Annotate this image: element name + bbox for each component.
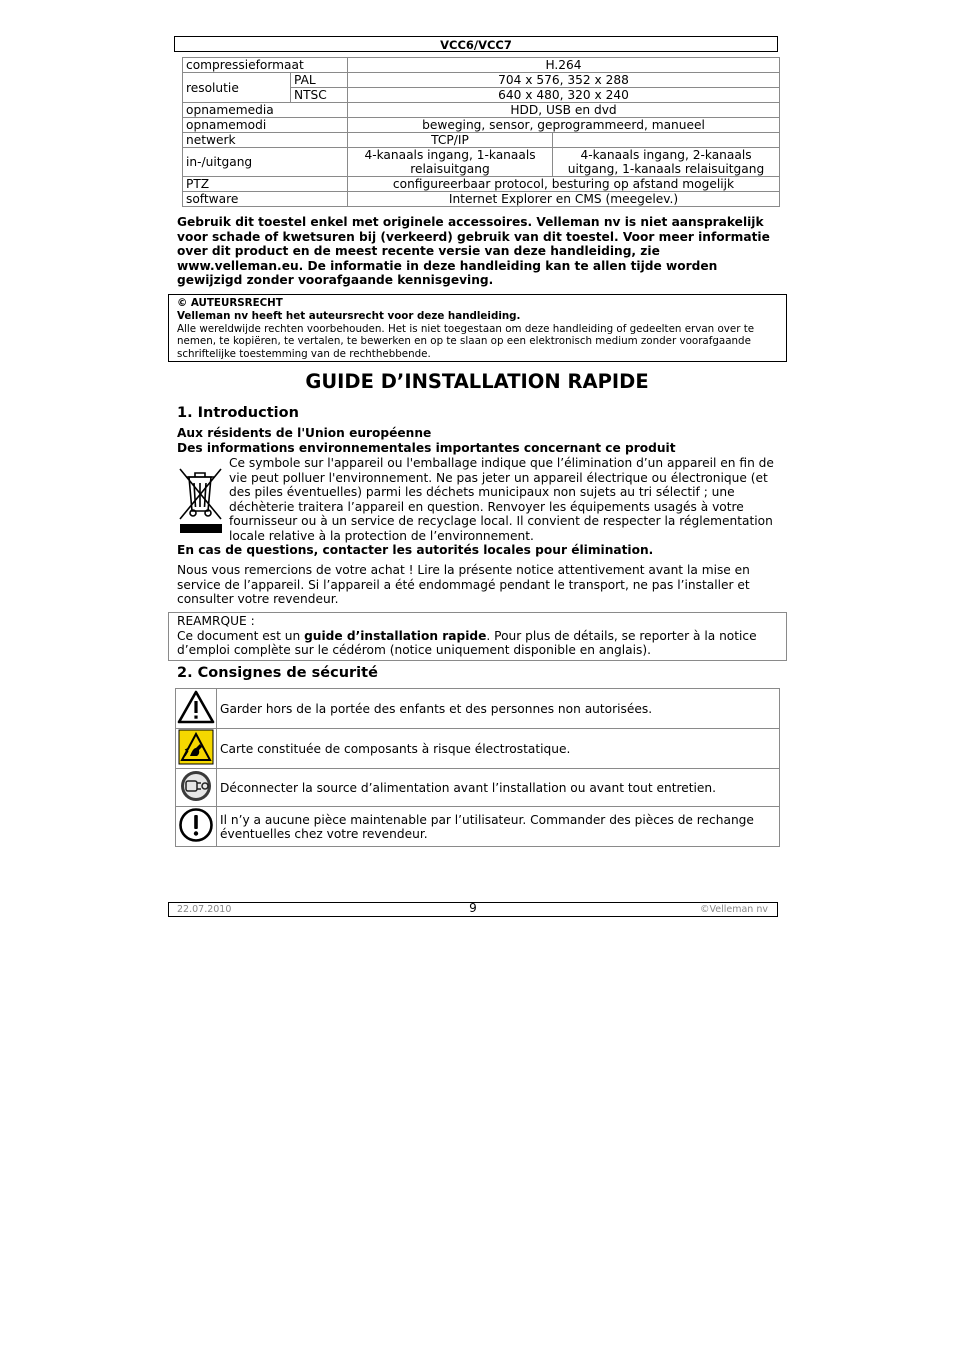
environment-heading: Des informations environnementales importantes concernant ce produit bbox=[177, 441, 676, 455]
remark-text-pre: Ce document est un bbox=[177, 628, 305, 643]
spec-value: 4-kanaals ingang, 1-kanaals relaisuitgang bbox=[348, 148, 553, 177]
spec-label: PTZ bbox=[183, 177, 348, 192]
spec-label: opnamemedia bbox=[183, 103, 348, 118]
safety-text: Déconnecter la source d’alimentation avant l’installation ou avant tout entretien. bbox=[217, 769, 780, 807]
spec-label: opnamemodi bbox=[183, 118, 348, 133]
spec-value: 704 x 576, 352 x 288 bbox=[348, 73, 780, 88]
spec-value: TCP/IP bbox=[348, 133, 553, 148]
safety-icon-cell bbox=[176, 729, 217, 769]
table-row bbox=[176, 769, 780, 807]
copyright-body: Alle wereldwijde rechten voorbehouden. Het is niet toegestaan om deze handleiding of gedeelten ervan over te nemen, te kopiëren, te vertalen, te bewerken en op te slaan op een elektronisch medium zonder voorafgaande schriftelijke toestemming van de rechthebbende. bbox=[177, 322, 755, 361]
footer-copyright: ©Velleman nv bbox=[700, 904, 768, 915]
spec-label: compressieformaat bbox=[183, 58, 348, 73]
page-title: GUIDE D’INSTALLATION RAPIDE bbox=[305, 370, 649, 393]
safety-icon-cell bbox=[176, 769, 217, 807]
spec-value: configureerbaar protocol, besturing op afstand mogelijk bbox=[348, 177, 780, 192]
spec-label: resolutie bbox=[183, 73, 291, 103]
spec-sublabel: NTSC bbox=[291, 88, 348, 103]
weee-text: Ce symbole sur l'appareil ou l'emballage indique que l’élimination d’un appareil en fin de vie peut polluer l'environnement. Ne pas jeter un appareil électrique ou électronique (et des piles éventuelles) parmi les déchets municipaux non sujets au tri sélectif ; une déchèterie traitera l’appareil en question. Renvoyer les équipements usagés à votre fournisseur ou à un service de recyclage local. Il convient de respecter la réglementation locale relative à la protection de l’environnement. bbox=[229, 456, 774, 543]
remark-box bbox=[168, 612, 787, 661]
remark-text bbox=[177, 629, 778, 658]
spec-value: beweging, sensor, geprogrammeerd, manueel bbox=[348, 118, 780, 133]
table-row bbox=[183, 148, 780, 177]
table-row bbox=[183, 133, 780, 148]
warning-triangle-icon bbox=[176, 689, 216, 725]
table-row bbox=[183, 103, 780, 118]
spec-value: Internet Explorer en CMS (meegelev.) bbox=[348, 192, 780, 207]
table-row bbox=[176, 729, 780, 769]
copyright-box bbox=[168, 294, 787, 362]
safety-text: Il n’y a aucune pièce maintenable par l’utilisateur. Commander des pièces de rechange éventuelles chez votre revendeur. bbox=[217, 807, 780, 847]
spec-value: 4-kanaals ingang, 2-kanaals uitgang, 1-kanaals relaisuitgang bbox=[553, 148, 780, 177]
spec-value: 640 x 480, 320 x 240 bbox=[348, 88, 780, 103]
table-row bbox=[183, 177, 780, 192]
usage-notice: Gebruik dit toestel enkel met originele accessoires. Velleman nv is niet aansprakelijk voor schade of kwetsuren bij (verkeerd) gebruik van dit toestel. Voor meer informatie over dit product en de meest recente versie van deze handleiding, zie www.velleman.eu. De informatie in deze handleiding kan te allen tijde worden gewijzigd zonder voorafgaande kennisgeving. bbox=[177, 215, 770, 288]
remark-text-bold: guide d’installation rapide bbox=[304, 628, 487, 643]
safety-table bbox=[175, 688, 780, 847]
spec-label: in-/uitgang bbox=[183, 148, 348, 177]
spec-table bbox=[182, 57, 780, 207]
spec-label: software bbox=[183, 192, 348, 207]
table-row bbox=[183, 73, 780, 88]
table-row bbox=[176, 689, 780, 729]
spec-sublabel: PAL bbox=[291, 73, 348, 88]
thanks-paragraph: Nous vous remercions de votre achat ! Lire la présente notice attentivement avant la mise en service de l’appareil. Si l’appareil a été endommagé pendant le transport, ne pas l’installer et consulter votre revendeur. bbox=[177, 563, 750, 607]
table-row bbox=[183, 58, 780, 73]
spec-value: H.264 bbox=[348, 58, 780, 73]
page-footer bbox=[168, 902, 778, 917]
copyright-title: © AUTEURSRECHT bbox=[177, 297, 283, 309]
section-heading-introduction: 1. Introduction bbox=[177, 405, 299, 421]
unplug-power-icon bbox=[176, 769, 216, 803]
safety-icon-cell bbox=[176, 689, 217, 729]
questions-note: En cas de questions, contacter les autorités locales pour élimination. bbox=[177, 543, 654, 557]
safety-icon-cell bbox=[176, 807, 217, 847]
table-row bbox=[176, 807, 780, 847]
safety-text: Carte constituée de composants à risque électrostatique. bbox=[217, 729, 780, 769]
remark-label: REAMRQUE : bbox=[177, 614, 255, 628]
weee-bin-icon bbox=[177, 463, 225, 538]
table-row bbox=[183, 118, 780, 133]
esd-warning-icon bbox=[176, 729, 216, 765]
section-heading-safety: 2. Consignes de sécurité bbox=[177, 665, 378, 681]
copyright-subtitle: Velleman nv heeft het auteursrecht voor deze handleiding. bbox=[177, 309, 521, 322]
safety-text: Garder hors de la portée des enfants et des personnes non autorisées. bbox=[217, 689, 780, 729]
model-header: VCC6/VCC7 bbox=[174, 36, 778, 52]
spec-value-empty bbox=[553, 133, 780, 148]
remark-text-post: . Pour plus de détails, se reporter à la notice d’emploi complète sur le cédérom (notice uniquement disponible en anglais). bbox=[177, 628, 757, 658]
exclamation-circle-icon bbox=[176, 807, 216, 843]
spec-label: netwerk bbox=[183, 133, 348, 148]
table-row bbox=[183, 192, 780, 207]
spec-value: HDD, USB en dvd bbox=[348, 103, 780, 118]
page-number: 9 bbox=[469, 901, 477, 915]
footer-date: 22.07.2010 bbox=[177, 904, 232, 915]
eu-residents-heading: Aux résidents de l'Union européenne bbox=[177, 426, 432, 440]
